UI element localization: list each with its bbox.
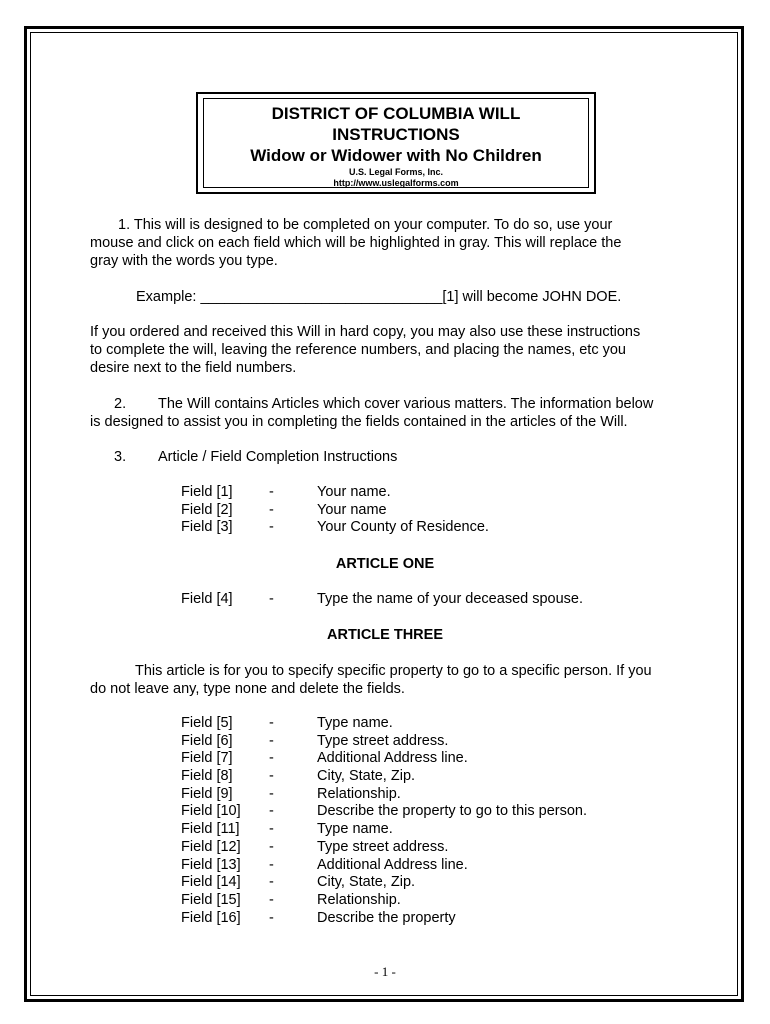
paragraph-1-line1: 1. This will is designed to be completed on your computer. To do so, use your xyxy=(118,217,613,233)
field-description: Type name. xyxy=(317,821,393,838)
field-row xyxy=(181,750,587,768)
field-row xyxy=(181,484,489,502)
field-label: Field [12] xyxy=(181,838,241,855)
field-row xyxy=(181,803,587,821)
field-label: Field [10] xyxy=(181,803,241,820)
field-description: City, State, Zip. xyxy=(317,874,416,891)
paragraph-2-line2: to complete the will, leaving the reference numbers, and placing the names, etc you xyxy=(90,342,626,358)
field-description: Additional Address line. xyxy=(317,856,468,873)
field-description: Type street address. xyxy=(317,838,449,855)
paragraph-4-number: 3. xyxy=(114,449,127,465)
paragraph-5 xyxy=(90,662,690,698)
paragraph-3-number: 2. xyxy=(114,396,127,412)
field-label: Field [14] xyxy=(181,874,241,891)
paragraph-3-line2: is designed to assist you in completing the fields contained in the articles of the Will. xyxy=(90,414,628,430)
company-url: http://www.uslegalforms.com xyxy=(333,178,459,188)
field-label: Field [9] xyxy=(181,785,233,802)
paragraph-5-line2: do not leave any, type none and delete the fields. xyxy=(90,681,405,697)
field-row xyxy=(181,733,587,751)
paragraph-1 xyxy=(90,216,690,270)
field-row xyxy=(181,715,587,733)
paragraph-2-line3: desire next to the field numbers. xyxy=(90,360,297,376)
paragraph-1-line2: mouse and click on each field which will be highlighted in gray. This will replace the xyxy=(90,235,622,251)
document-subtitle: Widow or Widower with No Children xyxy=(250,146,542,165)
field-row xyxy=(181,502,489,520)
document-title: DISTRICT OF COLUMBIA WILL xyxy=(271,104,521,123)
field-row xyxy=(181,821,587,839)
company-name: U.S. Legal Forms, Inc. xyxy=(348,167,444,177)
paragraph-2-line1: If you ordered and received this Will in hard copy, you may also use these instructions xyxy=(90,324,641,340)
field-label: Field [11] xyxy=(181,821,240,838)
field-row xyxy=(181,910,587,928)
field-description: Your County of Residence. xyxy=(317,519,489,536)
field-row xyxy=(181,857,587,875)
paragraph-4 xyxy=(90,448,690,466)
field-description: Your name. xyxy=(317,484,391,500)
paragraph-3 xyxy=(90,395,690,431)
field-dash: - xyxy=(269,750,274,767)
paragraph-5-line1: This article is for you to specify specific property to go to a specific person. If you xyxy=(135,663,652,679)
paragraph-2 xyxy=(90,323,690,377)
field-dash: - xyxy=(269,715,274,731)
field-dash: - xyxy=(269,891,274,908)
document-title-line2: INSTRUCTIONS xyxy=(332,125,460,144)
field-dash: - xyxy=(269,768,274,785)
field-dash: - xyxy=(269,909,274,926)
field-description: Type the name of your deceased spouse. xyxy=(317,591,584,607)
field-description: Relationship. xyxy=(317,785,401,802)
field-list-article-one xyxy=(181,591,583,609)
field-description: City, State, Zip. xyxy=(317,768,416,785)
field-label: Field [13] xyxy=(181,856,241,873)
article-three-heading: ARTICLE THREE xyxy=(327,627,443,643)
title-box xyxy=(203,98,589,188)
field-dash: - xyxy=(269,591,274,607)
field-label: Field [6] xyxy=(181,732,233,749)
field-description: Type street address. xyxy=(317,732,449,749)
field-label: Field [1] xyxy=(181,484,233,500)
field-dash: - xyxy=(269,732,274,749)
field-row xyxy=(181,874,587,892)
paragraph-1-line3: gray with the words you type. xyxy=(90,253,278,269)
field-dash: - xyxy=(269,501,274,518)
field-label: Field [15] xyxy=(181,891,241,908)
field-label: Field [3] xyxy=(181,519,233,536)
field-label: Field [4] xyxy=(181,591,233,607)
field-row xyxy=(181,892,587,910)
field-row xyxy=(181,768,587,786)
field-row xyxy=(181,786,587,804)
field-dash: - xyxy=(269,803,274,820)
field-list-article-three xyxy=(181,715,587,927)
article-one-heading: ARTICLE ONE xyxy=(335,556,435,572)
field-description: Describe the property to go to this person. xyxy=(317,803,588,820)
example-line: Example: ______________________________[1] will become JOHN DOE. xyxy=(136,289,622,305)
field-description: Your name xyxy=(317,501,387,518)
paragraph-3-line1 xyxy=(90,395,690,413)
field-row xyxy=(181,591,583,609)
field-description: Describe the property xyxy=(317,909,456,926)
field-label: Field [7] xyxy=(181,750,233,767)
field-dash: - xyxy=(269,874,274,891)
field-dash: - xyxy=(269,484,274,500)
page-number: - 1 - xyxy=(374,964,396,979)
field-dash: - xyxy=(269,519,274,536)
field-label: Field [8] xyxy=(181,768,233,785)
field-description: Relationship. xyxy=(317,891,401,908)
field-row xyxy=(181,519,489,537)
field-dash: - xyxy=(269,821,274,838)
field-row xyxy=(181,839,587,857)
paragraph-4-text: Article / Field Completion Instructions xyxy=(158,449,398,465)
field-label: Field [16] xyxy=(181,909,241,926)
field-dash: - xyxy=(269,785,274,802)
field-label: Field [2] xyxy=(181,501,233,518)
field-dash: - xyxy=(269,856,274,873)
field-label: Field [5] xyxy=(181,715,233,731)
paragraph-3-text: The Will contains Articles which cover various matters. The information below xyxy=(158,396,654,412)
field-dash: - xyxy=(269,838,274,855)
field-description: Type name. xyxy=(317,715,393,731)
field-list-header xyxy=(181,484,489,537)
field-description: Additional Address line. xyxy=(317,750,468,767)
